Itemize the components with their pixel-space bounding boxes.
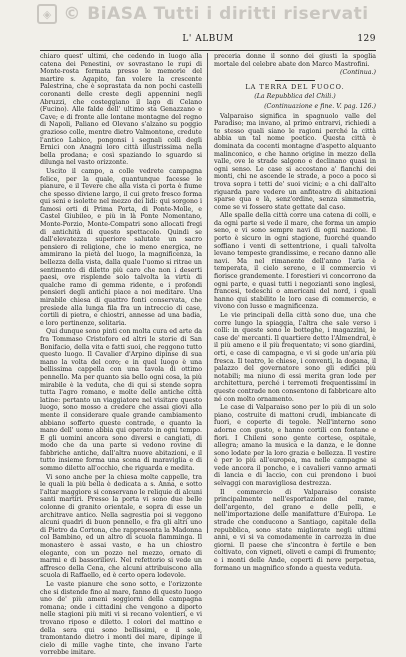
paragraph: Le case di Valparaiso sono per lo più di un solo piano, costruite di mattoni crudi, imbiancate di fuori, e coperte di tegole. Nell'interno sono adorne con gusto, e hanno cortili con fontane e fiori. I Chileni sono gente cortese, ospitale, allegra; amano la musica e la danza, e le donne sono lodate per la loro grazia e bellezza. Il vestire è per lo più all'europea, ma nelle campagne si vede ancora il poncho, e i cavalieri vanno armati di lancia e di laccio, con cui prendono i buoi selvaggi con maravigliosa destrezza.	[214, 404, 376, 488]
watermark-text: © BiASA Tutti i diritti riservati	[63, 4, 369, 24]
page-header	[40, 34, 376, 48]
section-title: LA TERRA DEL FUOCO.	[245, 82, 345, 91]
column-divider	[207, 53, 208, 533]
section-rule	[275, 80, 315, 81]
paragraph: preceria donne il sonno dei giusti la spoglia mortale del celebre abate don Marco Mastrofini.	[214, 53, 376, 68]
journal-title: L' ALBUM	[182, 34, 234, 44]
page	[40, 20, 376, 657]
paragraph: Le vaste pianure che sono sotto, e l'orizzonte che si distende fino al mare, fanno di questo luogo uno de' più ameni soggiorni della campagna romana; onde i cittadini che vengono a diporto nelle stagioni più miti vi si recano volentieri, e vi trovano riposo e diletto. I colori del mattino e della sera qui sono bellissimi, e il sole, tramontando dietro i monti del mare, dipinge il cielo di mille vaghe tinte, che invano l'arte vorrebbe imitare.	[40, 580, 202, 657]
paragraph: Le vie principali della città sono due, una che corre lungo la spiaggia, l'altra che sale verso i colli: in queste sono le botteghe, i magazzini, le case de' mercanti. Il quartiere detto l'Almendral, è il più ameno e il più frequentato; vi sono giardini, orti, e case di campagna, e vi si gode un'aria più fresca. Il teatro, le chiese, i conventi, la dogana, il palazzo del governatore sono gli edifici più notabili; ma niuno di essi merita gran lode per architettura, perché i terremoti frequentissimi in queste contrade non consentono di fabbricare alto né con molto ornamento.	[214, 312, 376, 403]
paragraph: chiaro quest' ultimi, che cedendo in luogo alla catena dei Penestini, ov sovrastano le rupi di Monte-rosta fermata presso le memorie del martire s. Agapito, fan volere la crescente Palestrina, che è soprastata da non pochi castelli coronanti delle creste degli appennini negli Abruzzi, che costeggiano il lago di Celano (Fucino). Alle falde dell' ultimo sta Genazzano e Cave; e di fronte alle lontane montagne del regno di Napoli, Paliano ed Olevano s'alzano su poggio grazioso colle, mentre dietro Valmontone, credute l'antico Labico, pongonsi i segnali colli degli Ernici con Anagni loro città illustrissima nella bella prodana; e così spaziando lo sguardo si dilunga nel vasto orizzonte.	[40, 53, 202, 167]
biasa-logo-icon: ◈	[37, 4, 57, 24]
left-column	[40, 53, 202, 657]
paragraph: Uscito il campo, a colle vedrete campagna felice, per la quale, quantunque facesse le pianure, e il Tevere che alla vista ci porta è fiume che spesso diviene largo, il cui greto fresco forma qui seni e isolette nel mezzo dei lidi: qui sorgono i famosi orti di Prima Porta, di Ponte-Molle, e Castel Giubileo, e più in là Ponte Nomentano, Monte-Porzio, Monte-Compatri sono allocati fregi di antichità di questo spettacolo. Quindi se dall'elevatezza superiore salutate un sacro pensiero di religione, che io meno energica, ne ammirano la pietà del luogo, la magnificenza, la bellezza della vista, dalla quale l'uomo si ritrae un sentimento di diletto più caro che non i deserti paesi, ove risplende solo talvolta la virtù di qualche ramo di gemma ridente, e i profondi pensieri degli antichi piace a noi meditare. Una mirabile chiesa di quattro fonti conservata, che presiede alla lunga fila fra un intreccio di case, cortili di pietra, e chiostri, annesse ad una badia, e loro pertinenze, solitaria.	[40, 167, 202, 327]
paragraph: Vi sono anche per la chiesa molte cappelle, tra le quali la più bella è dedicata a s. Anna, e sotto l'altar maggiore si conservano le reliquie di alcuni santi martiri. Presso la porta vi sono due belle colonne di granito orientale, e sopra di esse un architrave antico. Nella sagrestia poi si veggono alcuni quadri di buon pennello, e fra gli altri uno di Pietro da Cortona, che rappresenta la Madonna col Bambino, ed un altro di scuola fiamminga. Il monastero è assai vasto, e ha un chiostro elegante, con un pozzo nel mezzo, ornato di marmi e di bassorilievi. Nel refettorio si vede un affresco della Cena, che alcuni attribuiscono alla scuola di Raffaello, ed è certo opera lodevole.	[40, 473, 202, 580]
continuation-note: (Continua.)	[340, 69, 376, 77]
paragraph: Valparaiso significa in spagnuolo valle del Paradiso; ma invano, al primo entrarvi, richiedi a te stesso quali siano le ragioni perché la città abbia un tal nome poetico. Questa città è dominata da cocenti montagne d'aspetto alquanto malinconico, e che hanno origine in mezzo della valle, ove le strade salgono e declinano quasi in ogni senso. Le case si accostano a' fianchi dei monti, chi ne ascende le strade, a poco a poco si trova sopra i tetti de' suoi vicini; e a chi dall'alto riguarda pare vedere un anfiteatro di abitazioni sparse qua e là, senz'ordine, senza simmetria, come se vi fossero state gettate dal caso.	[214, 112, 376, 211]
section-subtitle: (La Repubblica del Chili.)	[254, 93, 336, 101]
page-number: 129	[357, 34, 376, 44]
right-column	[214, 53, 376, 572]
paragraph: Qui dunque sono pinti con molta cura ed arte da fra Tommaso Cristoforo ed altri le storie di San Bonifacio, della vita e fatti suoi, che reggono tutto questo luogo. Il Cavalier d'Arpino dipinse di sua mano la volta del coro; e in quel luogo è una bellissima cappella con una tavola di ottimo pennello. Ma per quanto sia bello ogni cosa, la più mirabile è la veduta, che di qui si stende sopra tutta l'agro romano, e molte delle antiche città latine: pertanto un viaggiatore nel visitare questo luogo, sono mosso a credere che assai giovi alla mente il considerare quale grande cambiamento abbiano sofferto queste contrade, e quanto la mano dell' uomo abbia qui operato in ogni tempo. E gli uomini ancora sono diversi e cangiati, di modo che da una parte si vedono rovine di fabbriche antiche, dall'altra nuove abitazioni, e il tutto insieme forma una scena di maraviglia e di sommo diletto all'occhio, che riguarda e medita.	[40, 328, 202, 473]
watermark	[0, 2, 406, 26]
paragraph: Alle spalle della città corre una catena di colli, e da ogni parte si vede il mare, che forma un ampio seno, e vi sono sempre navi di ogni nazione. Il porto è sicuro in ogni stagione, fuorché quando soffiano i venti di settentrione, i quali talvolta levano tempeste grandissime, e recano danno alle navi. Ma nel rimanente dell'anno l'aria è temperata, il cielo sereno, e il commercio vi fiorisce grandemente. I forestieri vi concorrono da ogni parte, e quasi tutti i negozianti sono inglesi, francesi, tedeschi o americani del nord, i quali hanno qui stabilito le loro case di commercio, e vivono con lusso e magnificenza.	[214, 212, 376, 311]
paragraph: Il commercio di Valparaiso consiste principalmente nell'esportazione del rame, dell'argento, del grano e delle pelli, e nell'importazione delle manifatture d'Europa. Le strade che conducono a Santiago, capitale della repubblica, sono state migliorate negli ultimi anni, e vi si va comodamente in carrozza in due giorni. Il paese che s'incontra è fertile e ben coltivato, con vigneti, oliveti e campi di frumento; e i monti delle Ande, coperti di neve perpetua, formano un magnifico sfondo a questa veduta.	[214, 488, 376, 572]
header-rule	[40, 50, 376, 51]
section-note: (Continuazione e fine. V. pag. 126.)	[264, 102, 376, 110]
